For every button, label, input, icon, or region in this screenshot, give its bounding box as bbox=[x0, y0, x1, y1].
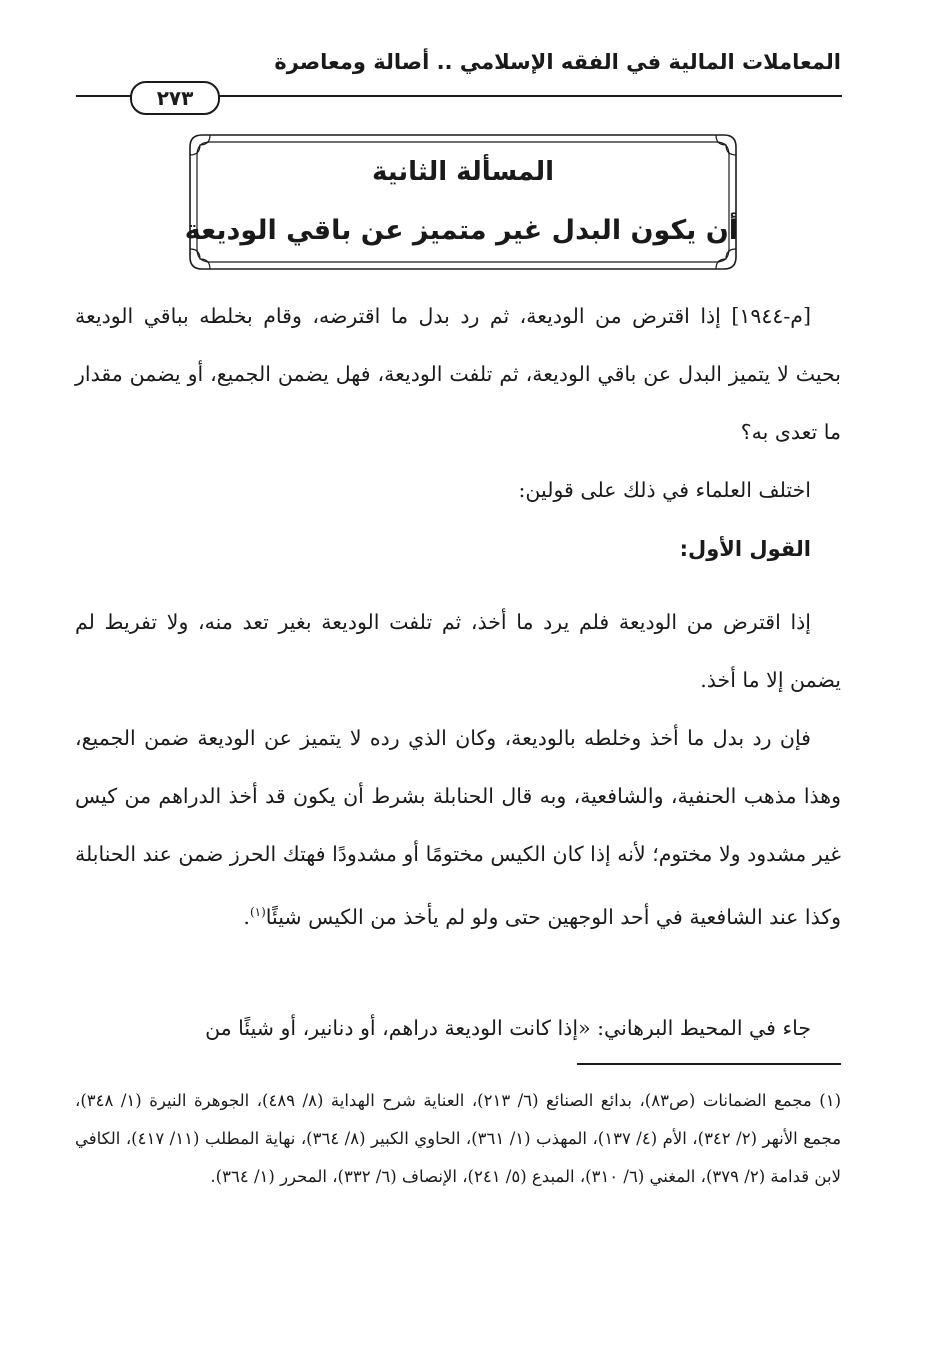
paragraph-1: [م-١٩٤٤] إذا اقترض من الوديعة، ثم رد بدل ما اقترضه، وقام بخلطه بباقي الوديعة بحيث لا يتميز البدل عن باقي الوديعة، ثم تلفت الوديعة، فهل يضمن الجميع، أو يضمن مقدار ما تعدى به؟ bbox=[75, 304, 841, 444]
paragraph-4 bbox=[75, 709, 841, 946]
paragraph-4-end: . bbox=[243, 904, 250, 929]
section-title-line-1: المسألة الثانية bbox=[371, 157, 555, 187]
footnote-separator bbox=[577, 1063, 841, 1065]
paragraph-3: إذا اقترض من الوديعة فلم يرد ما أخذ، ثم تلفت الوديعة بغير تعد منه، ولا تفريط لم يضمن إلا ما أخذ. bbox=[75, 610, 841, 692]
running-header-title: المعاملات المالية في الفقه الإسلامي .. أصالة ومعاصرة bbox=[274, 50, 841, 74]
ornamental-frame bbox=[184, 133, 738, 271]
section-title-line-2: أن يكون البدل غير متميز عن باقي الوديعة bbox=[184, 215, 738, 246]
paragraph-5: جاء في المحيط البرهاني: «إذا كانت الوديعة دراهم، أو دنانير، أو شيئًا من bbox=[205, 1016, 811, 1040]
paragraph-2: اختلف العلماء في ذلك على قولين: bbox=[518, 478, 811, 502]
page-number: ٢٧٣ bbox=[130, 81, 220, 115]
footnote-1: (١) مجمع الضمانات (ص٨٣)، بدائع الصنائع (٦/ ٢١٣)، العناية شرح الهداية (٨/ ٤٨٩)، الجوهرة النيرة (١/ ٣٤٨)، مجمع الأنهر (٢/ ٣٤٢)، الأم (٤/ ١٣٧)، المهذب (١/ ٣٦١)، الحاوي الكبير (٨/ ٣٦٤)، نهاية المطلب (١١/ ٤١٧)، الكافي لابن قدامة (٢/ ٣٧٩)، المغني (٦/ ٣١٠)، المبدع (٥/ ٢٤١)، الإنصاف (٦/ ٣٣٢)، المحرر (١/ ٣٦٤). bbox=[75, 1091, 842, 1186]
paragraph-4-text: فإن رد بدل ما أخذ وخلطه بالوديعة، وكان الذي رده لا يتميز عن الوديعة ضمن الجميع، وهذا مذهب الحنفية، والشافعية، وبه قال الحنابلة بشرط أن يكون قد أخذ الدراهم من كيس غير مشدود ولا مختوم؛ لأنه إذا كان الكيس مختومًا أو مشدودًا فهتك الحرز ضمن عند الحنابلة وكذا عند الشافعية في أحد الوجهين حتى ولو لم يأخذ من الكيس شيئًا bbox=[75, 726, 841, 929]
subheading-first-opinion: القول الأول: bbox=[679, 537, 811, 561]
footnote-ref-1[interactable]: (١) bbox=[249, 905, 266, 919]
section-title-box bbox=[184, 133, 738, 271]
